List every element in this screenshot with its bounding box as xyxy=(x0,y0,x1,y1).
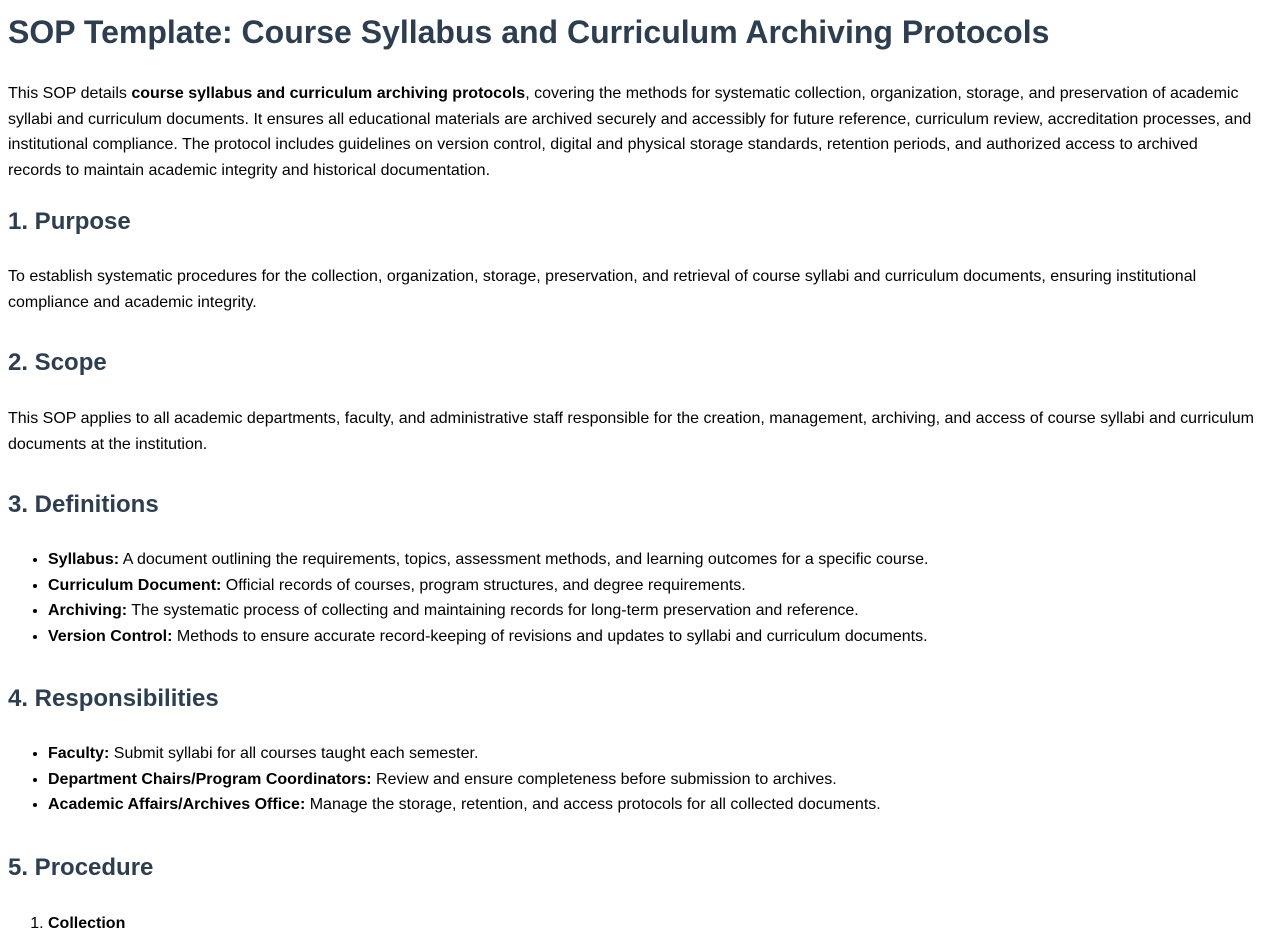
definition-term: Archiving: xyxy=(48,602,127,619)
scope-heading: 2. Scope xyxy=(8,349,1255,377)
responsibilities-list xyxy=(8,741,1255,818)
definition-item xyxy=(48,598,1255,624)
responsibility-desc: Review and ensure completeness before submission to archives. xyxy=(372,771,837,788)
responsibility-role: Department Chairs/Program Coordinators: xyxy=(48,771,372,788)
definition-item xyxy=(48,624,1255,650)
definition-term: Syllabus: xyxy=(48,551,119,568)
definition-desc: A document outlining the requirements, topics, assessment methods, and learning outcomes for a specific course. xyxy=(119,551,928,568)
intro-text-end: , covering the methods for systematic collection, organization, storage, and preservation of academic syllabi and curriculum documents. It ensures all educational materials are archived securely and accessibly for future reference, curriculum review, accreditation processes, and institutional compliance. The protocol includes guidelines on version control, digital and physical storage standards, retention periods, and authorized access to archived records to maintain academic integrity and historical documentation. xyxy=(8,85,1251,179)
document-page xyxy=(0,14,1263,936)
page-title: SOP Template: Course Syllabus and Curriculum Archiving Protocols xyxy=(8,14,1255,51)
definition-desc: The systematic process of collecting and maintaining records for long-term preservation and reference. xyxy=(127,602,859,619)
procedure-step xyxy=(48,911,1255,936)
procedure-list xyxy=(8,911,1255,936)
responsibility-role: Faculty: xyxy=(48,745,109,762)
definitions-list xyxy=(8,547,1255,649)
responsibility-desc: Submit syllabi for all courses taught each semester. xyxy=(109,745,478,762)
procedure-heading: 5. Procedure xyxy=(8,854,1255,882)
responsibility-desc: Manage the storage, retention, and access protocols for all collected documents. xyxy=(305,796,880,813)
definition-term: Version Control: xyxy=(48,628,172,645)
intro-paragraph xyxy=(8,81,1255,183)
procedure-step-title: Collection xyxy=(48,915,125,932)
intro-bold-phrase: course syllabus and curriculum archiving protocols xyxy=(131,85,525,102)
definition-item xyxy=(48,547,1255,573)
responsibility-role: Academic Affairs/Archives Office: xyxy=(48,796,305,813)
purpose-text: To establish systematic procedures for the collection, organization, storage, preservation, and retrieval of course syllabi and curriculum documents, ensuring institutional compliance and academic integrity. xyxy=(8,264,1255,315)
intro-text-start: This SOP details xyxy=(8,85,131,102)
responsibility-item xyxy=(48,767,1255,793)
definition-item xyxy=(48,573,1255,599)
definitions-heading: 3. Definitions xyxy=(8,491,1255,519)
definition-desc: Official records of courses, program structures, and degree requirements. xyxy=(221,577,745,594)
responsibility-item xyxy=(48,741,1255,767)
definition-term: Curriculum Document: xyxy=(48,577,221,594)
responsibilities-heading: 4. Responsibilities xyxy=(8,685,1255,713)
responsibility-item xyxy=(48,792,1255,818)
scope-text: This SOP applies to all academic departments, faculty, and administrative staff responsible for the creation, management, archiving, and access of course syllabi and curriculum documents at the institution. xyxy=(8,406,1255,457)
definition-desc: Methods to ensure accurate record-keeping of revisions and updates to syllabi and curriculum documents. xyxy=(172,628,927,645)
purpose-heading: 1. Purpose xyxy=(8,208,1255,236)
